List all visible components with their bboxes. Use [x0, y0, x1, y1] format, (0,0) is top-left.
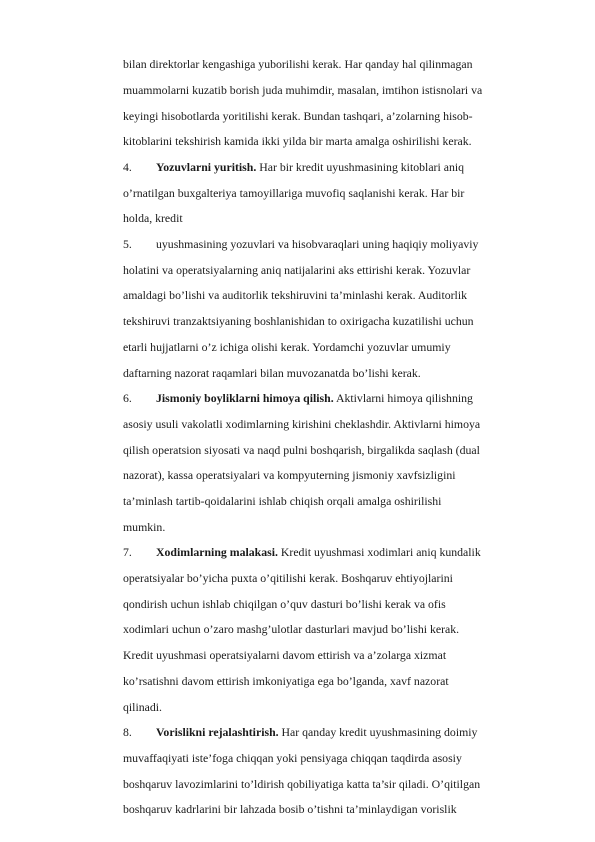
- item-number: 6.: [123, 391, 132, 405]
- item-heading: Yozuvlarni yuritish.: [156, 160, 257, 174]
- list-item-6: [123, 391, 473, 405]
- text-line: xodimlari uchun o’zaro mashg’ulotlar dasturlari mavjud bo’lishi kerak.: [123, 622, 460, 636]
- text-line: bilan direktorlar kengashiga yuborilishi kerak. Har qanday hal qilinmagan: [123, 57, 473, 71]
- text-line: muvaffaqiyati iste’foga chiqqan yoki pensiyaga chiqqan taqdirda asosiy: [123, 751, 462, 765]
- text-line: operatsiyalar bo’yicha puxta o’qitilishi kerak. Boshqaruv ehtiyojlarini: [123, 571, 453, 585]
- text-line: asosiy usuli vakolatli xodimlarning kirishini cheklashdir. Aktivlarni himoya: [123, 417, 481, 431]
- item-text: Har bir kredit uyushmasining kitoblari aniq: [256, 160, 465, 174]
- item-text: Aktivlarni himoya qilishning: [333, 391, 473, 405]
- text-line: daftarning nazorat raqamlari bilan muvozanatda bo’lishi kerak.: [123, 366, 421, 380]
- text-line: mumkin.: [123, 520, 166, 534]
- list-item-8: [123, 725, 477, 739]
- item-text: Har qanday kredit uyushmasining doimiy: [278, 725, 478, 739]
- text-line: muammolarni kuzatib borish juda muhimdir, masalan, imtihon istisnolari va: [123, 83, 483, 97]
- text-line: holatini va operatsiyalarning aniq natijalarini aks ettirishi kerak. Yozuvlar: [123, 263, 471, 277]
- item-number: 8.: [123, 725, 132, 739]
- text-line: nazorat), kassa operatsiyalari va kompyuterning jismoniy xavfsizligini: [123, 468, 456, 482]
- item-heading: Xodimlarning malakasi.: [156, 545, 278, 559]
- text-line: Kredit uyushmasi operatsiyalarni davom ettirish va a’zolarga xizmat: [123, 648, 447, 662]
- text-line: boshqaruv lavozimlarini to’ldirish qobiliyatiga katta ta’sir qiladi. O’qitilgan: [123, 777, 481, 791]
- text-line: holda, kredit: [123, 211, 183, 225]
- item-number: 7.: [123, 545, 132, 559]
- item-heading: Vorislikni rejalashtirish.: [156, 725, 279, 739]
- text-line: qilish operatsion siyosati va naqd pulni boshqarish, birgalikda saqlash (dual: [123, 443, 480, 457]
- text-line: boshqaruv kadrlarini bir lahzada bosib o’tishni ta’minlaydigan vorislik: [123, 802, 457, 816]
- text-line: tekshiruvi tranzaktsiyaning boshlanishidan to oxirigacha kuzatilishi uchun: [123, 314, 474, 328]
- text-line: keyingi hisobotlarda yoritilishi kerak. Bundan tashqari, a’zolarning hisob-: [123, 109, 473, 123]
- text-line: qondirish uchun ishlab chiqilgan o’quv dasturi bo’lishi kerak va ofis: [123, 597, 446, 611]
- item-heading: Jismoniy boyliklarni himoya qilish.: [156, 391, 334, 405]
- item-text: uyushmasining yozuvlari va hisobvaraqlari uning haqiqiy moliyaviy: [156, 237, 479, 251]
- list-item-5: [123, 237, 478, 251]
- text-line: etarli hujjatlarni o’z ichiga olishi kerak. Yordamchi yozuvlar umumiy: [123, 340, 451, 354]
- text-line: qilinadi.: [123, 700, 162, 714]
- text-line: ta’minlash tartib-qoidalarini ishlab chiqish orqali amalga oshirilishi: [123, 494, 442, 508]
- text-line: kitoblarini tekshirish kamida ikki yilda bir marta amalga oshirilishi kerak.: [123, 134, 472, 148]
- text-line: o’rnatilgan buxgalteriya tamoyillariga muvofiq saqlanishi kerak. Har bir: [123, 186, 465, 200]
- item-number: 5.: [123, 237, 132, 251]
- text-line: amaldagi bo’lishi va auditorlik tekshiruvini ta’minlashi kerak. Auditorlik: [123, 288, 468, 302]
- list-item-7: [123, 545, 481, 559]
- item-number: 4.: [123, 160, 132, 174]
- item-text: Kredit uyushmasi xodimlari aniq kundalik: [277, 545, 481, 559]
- text-line: ko’rsatishni davom ettirish imkoniyatiga ega bo’lganda, xavf nazorat: [123, 674, 449, 688]
- list-item-4: [123, 160, 464, 174]
